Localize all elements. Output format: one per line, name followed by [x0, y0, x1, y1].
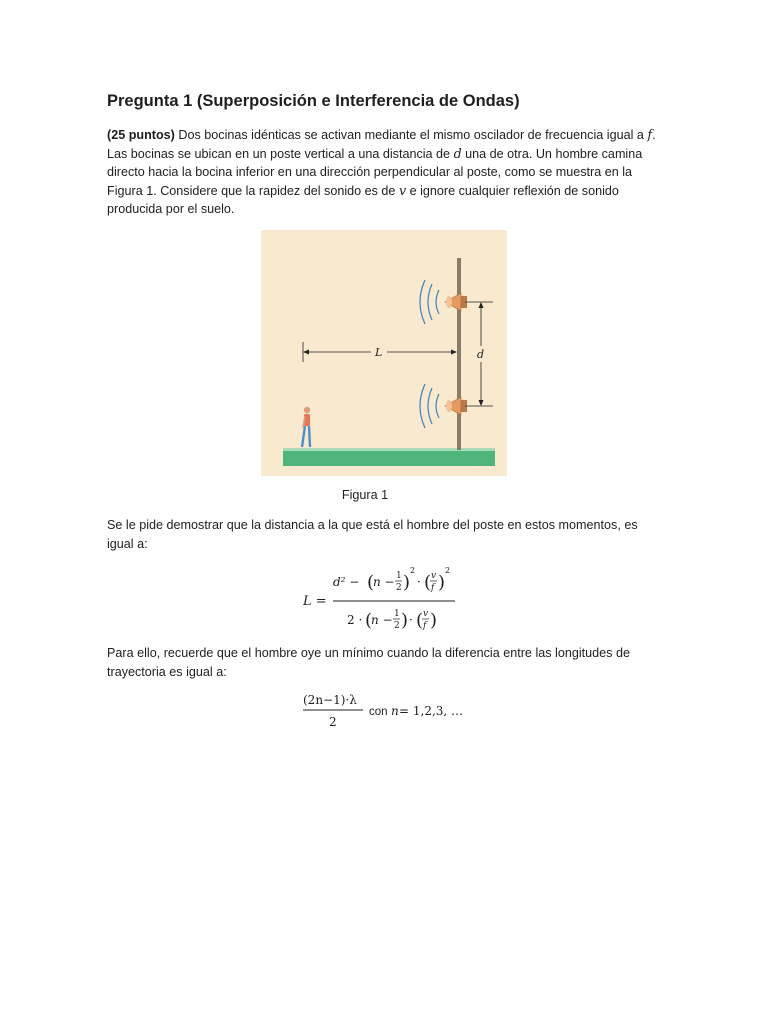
formula-num-one: 1 — [396, 571, 402, 581]
pole — [457, 258, 461, 450]
statement-text-2: . — [652, 128, 656, 142]
question-title: Pregunta 1 (Superposición e Interferencia de Ondas) — [107, 92, 520, 110]
var-f: f — [647, 127, 653, 142]
upper-speaker-face — [446, 296, 452, 308]
paren-close: ) — [403, 572, 411, 593]
statement-text-3: Las bocinas se ubican en un poste vertical a una distancia de — [107, 146, 454, 161]
statement-text-5: e ignore cualquier reflexión de sonido producida por el suelo. — [107, 183, 619, 217]
formula-num-sq2: 2 — [445, 566, 451, 575]
formula-den-2: 2 · — [347, 613, 363, 627]
paren-open: ( — [367, 572, 375, 593]
formula-den-f: f — [423, 621, 427, 631]
figure-caption: Figura 1 — [341, 488, 389, 502]
formula-lhs: L = — [303, 594, 327, 609]
paren-open: ( — [416, 610, 424, 631]
formula-num-sq: 2 — [410, 566, 416, 575]
paren-open: ( — [365, 610, 373, 631]
formula2-n: n — [391, 704, 399, 718]
formula-L — [303, 560, 473, 640]
formula-num-n: n − — [373, 575, 395, 589]
document-page — [107, 0, 667, 1024]
formula2-denominator: 2 — [329, 715, 337, 729]
lower-speaker-face — [446, 400, 452, 412]
label-L: L — [375, 346, 383, 359]
formula-den-n: n − — [371, 613, 393, 627]
statement-text-1: Dos bocinas idénticas se activan mediante el mismo oscilador de frecuencia igual a — [174, 128, 648, 142]
formula-path-difference — [303, 690, 483, 734]
formula-den-two: 2 — [394, 621, 400, 631]
var-v: v — [398, 182, 407, 198]
formula-num-two: 2 — [396, 583, 402, 593]
paren-close: ) — [438, 572, 446, 593]
statement-text-4: una de otra. Un hombre camina directo hacia la bocina inferior en una dirección perpendicular al poste, como se muestra en la Figura 1. Considere que la rapidez del sonido es de — [107, 146, 643, 198]
instruction-text: Se le pide demostrar que la distancia a la que está el hombre del poste en estos momentos, es igual a: — [107, 518, 638, 551]
formula-den-v: v — [423, 609, 429, 619]
ground-highlight — [283, 448, 495, 451]
label-d: d — [477, 348, 485, 361]
figure-1-illustration — [261, 230, 507, 476]
formula2-values: = 1,2,3, … — [399, 704, 464, 718]
man-leg-right — [309, 426, 310, 447]
formula2-con: con — [369, 706, 388, 718]
paren-open: ( — [424, 572, 432, 593]
formula-num-v: v — [431, 571, 437, 581]
formula-num-dot: · — [417, 575, 421, 589]
formula-path-body — [303, 693, 463, 729]
man-head — [304, 407, 310, 413]
paren-close: ) — [430, 610, 438, 631]
paren-close: ) — [401, 610, 409, 631]
formula2-numerator: (2n−1)·λ — [303, 693, 357, 707]
problem-statement — [107, 126, 667, 219]
formula-num-d2: d² − — [333, 575, 360, 589]
figure-background — [261, 230, 507, 476]
formula-den-dot: · — [409, 613, 413, 627]
points-label: (25 puntos) — [107, 128, 175, 142]
formula-L-body — [303, 566, 455, 631]
formula-num-f: f — [431, 583, 435, 593]
formula-den-one: 1 — [394, 609, 400, 619]
hint-text: Para ello, recuerde que el hombre oye un mínimo cuando la diferencia entre las longitudes de trayectoria es igual a: — [107, 646, 630, 679]
var-d: d — [453, 145, 462, 161]
